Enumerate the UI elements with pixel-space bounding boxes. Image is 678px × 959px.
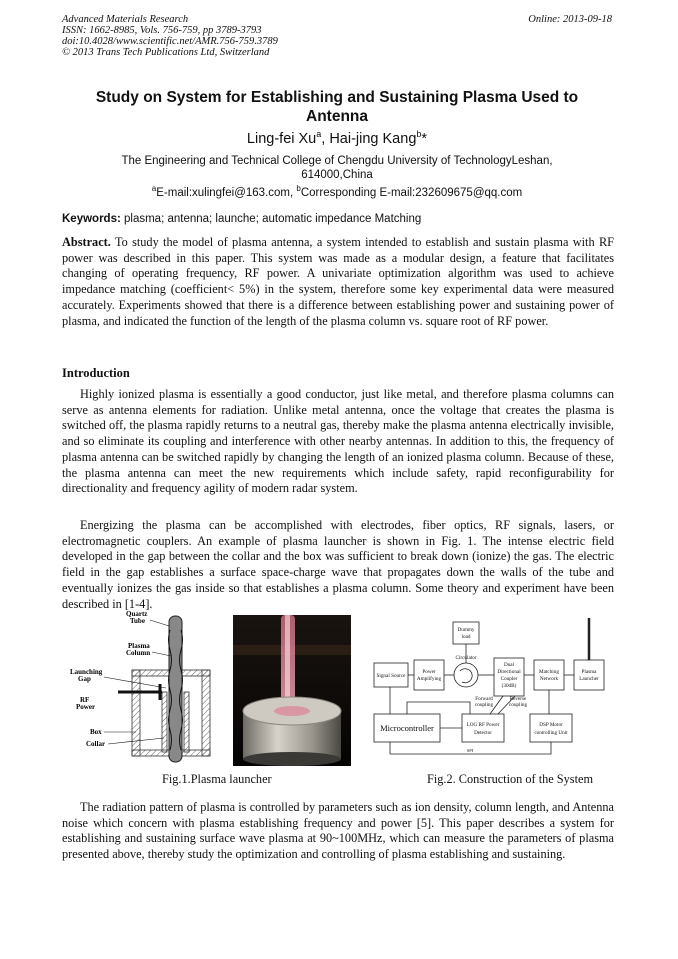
intro-paragraph-3: The radiation pattern of plasma is controlled by parameters such as ion density, column length, and Antenna noise which concern with plasma establishing frequency and power [5]. This paper describes a system for establishing and sustaining surface wave plasma at 90~100MHz, which can measure the parameters of plasma presented above, thereby study the optimization and controlling of plasma establishing and sustaining. <box>62 800 614 862</box>
quartz-tube <box>169 616 182 762</box>
label-tube: Tube <box>130 617 145 625</box>
spi-label: SPI <box>466 748 474 753</box>
dual-label-3: Coupler <box>500 676 518 682</box>
intro-paragraph-2: Energizing the plasma can be accomplished with electrodes, fiber optics, RF signals, lasers, or electromagnetic couplers. An example of plasma launcher is shown in Fig. 1. The intense electric field developed in the gap between the collar and the box was sufficient to break down (ionize) the gas. The electric field in the gap establishes a surface space-charge wave that propagates down the walls of the tube and eventually ionizes the gas inside so that establishes a plasma column. Some theory and experiment have been described in [1-4]. <box>62 518 614 611</box>
log-label-2: Detector <box>474 730 492 736</box>
leader-plasma <box>152 652 171 656</box>
wire-mcu-detector-ctrl <box>407 702 470 714</box>
power-label-1: Power <box>422 669 436 675</box>
label-column: Column <box>126 649 151 657</box>
label-power: Power <box>76 703 96 711</box>
launch-label-1: Plasma <box>581 669 597 675</box>
online-date: Online: 2013-09-18 <box>528 14 612 25</box>
author-2-sup: b <box>416 129 422 139</box>
label-launching: Launching <box>70 668 103 676</box>
copyright: © 2013 Trans Tech Publications Ltd, Switzerland <box>62 47 270 58</box>
doi: doi:10.4028/www.scientific.net/AMR.756-759.3789 <box>62 36 278 47</box>
abstract <box>62 235 614 329</box>
dsp-label-1: DSP Motor <box>539 722 563 728</box>
title-line-1: Study on System for Establishing and Sustaining Plasma Used to <box>95 89 579 106</box>
author-sep: , <box>321 130 330 147</box>
power-label-2: Amplifying <box>416 676 442 682</box>
authors <box>62 129 612 147</box>
launch-label-2: Launcher <box>579 676 599 682</box>
dual-label-1: Dual <box>503 662 515 668</box>
abstract-label: Abstract. <box>62 235 111 249</box>
collar-right <box>184 692 189 752</box>
keywords-label: Keywords: <box>62 213 121 225</box>
fig2-system-diagram <box>370 618 610 766</box>
abstract-text: To study the model of plasma antenna, a system intended to establish and sustain plasma with RF power was described in this paper. This system was made as a modular design, a feature that facilitates changing of operating frequency, RF power. A univariate optimization algorithm was used to achieve impedance matching (coefficient< 5%) in the system, therefore some key experimental data were measured accurately. Experiments showed that there is a difference between establishing power and sustaining power of plasma, and indicated the function of the length of the plasma column vs. square root of RF power. <box>62 235 614 328</box>
label-gap: Gap <box>78 675 91 683</box>
forward-label-1: Forward <box>475 696 493 702</box>
block-circulator <box>454 663 478 687</box>
block-power-amp <box>414 660 444 690</box>
fig1-launcher-diagram <box>70 610 230 770</box>
block-matching-network <box>534 660 564 690</box>
label-quartz: Quartz <box>126 610 148 618</box>
fig2-caption: Fig.2. Construction of the System <box>427 772 594 786</box>
author-1-sup: a <box>316 129 322 139</box>
photo-box-base <box>243 752 341 766</box>
box-wall-right <box>202 670 210 756</box>
title-line-2: Antenna <box>306 108 368 125</box>
fig1-caption: Fig.1.Plasma launcher <box>162 772 272 786</box>
section-heading-introduction: Introduction <box>62 366 130 380</box>
block-dsp-motor <box>530 714 572 742</box>
emails <box>62 182 612 200</box>
forward-label-2: coupling <box>474 702 494 708</box>
intro-paragraph-1: Highly ionized plasma is essentially a good conductor, just like metal, and therefore plasma columns can serve as antenna elements for radiation. Unlike metal antenna, once the voltage that creates the plasma is switched off, the plasma rapidly returns to a neutral gas, thereby make the plasma antenna electrically invisible, and so eliminate its coupling and interference with other nearby antennas. In addition to this, the frequency of plasma antenna can be switched rapidly by changing the length of an ionized plasma column. Because of these, the plasma antenna can meet the new requirements which include safety, rapid reconfigurability for directionality and frequency agility of modern radar system. <box>62 387 614 496</box>
leader-quartz <box>150 620 169 626</box>
block-dummy-load <box>453 622 479 644</box>
dual-label-4: (30dB) <box>501 683 517 689</box>
label-plasma: Plasma <box>128 642 150 650</box>
label-box: Box <box>90 728 102 736</box>
reverse-label-2: coupling <box>508 702 528 708</box>
block-plasma-launcher <box>574 660 604 690</box>
circulator-arrow <box>460 669 472 683</box>
journal-header <box>62 14 442 58</box>
affil-line-1: The Engineering and Technical College of Chengdu University of TechnologyLeshan, <box>121 155 553 167</box>
dsp-label-2: controlling Unit <box>534 730 568 736</box>
author-2: Hai-jing Kang <box>329 130 417 147</box>
paper-title <box>62 88 612 126</box>
match-label-2: Network <box>539 676 559 682</box>
author-2-mark: * <box>421 130 428 147</box>
micro-label: Microcontroller <box>380 723 434 733</box>
dummy-label-1: Dummy <box>457 627 475 633</box>
signal-label: Signal Source <box>376 673 406 679</box>
label-rf: RF <box>80 696 90 704</box>
issn: ISSN: 1662-8985, Vols. 756-759, pp 3789-3793 <box>62 25 262 36</box>
fig1-launcher-photo <box>233 615 351 766</box>
label-collar: Collar <box>86 740 106 748</box>
email-b: Corresponding E-mail:232609675@qq.com <box>300 186 523 199</box>
author-1: Ling-fei Xu <box>246 130 317 147</box>
photo-glow-ring <box>274 706 310 716</box>
affiliation <box>62 154 612 200</box>
email-b-sup: b <box>296 184 301 193</box>
dummy-label-2: load <box>461 634 471 640</box>
reverse-label-1: Reverse <box>509 696 527 702</box>
log-label-1: LOG RF Power <box>466 722 500 728</box>
affil-line-2: 614000,China <box>301 169 373 181</box>
journal-name: Advanced Materials Research <box>62 14 189 25</box>
match-label-1: Matching <box>539 669 559 675</box>
email-a: E-mail:xulingfei@163.com, <box>156 186 297 199</box>
circulator-label: Circulator <box>455 655 477 661</box>
email-a-sup: a <box>151 184 157 193</box>
block-log-detector <box>462 714 504 742</box>
keywords <box>62 213 614 225</box>
keywords-text: plasma; antenna; launche; automatic impedance Matching <box>120 213 422 225</box>
collar-left <box>162 692 167 752</box>
dual-label-2: Directional <box>497 669 521 675</box>
